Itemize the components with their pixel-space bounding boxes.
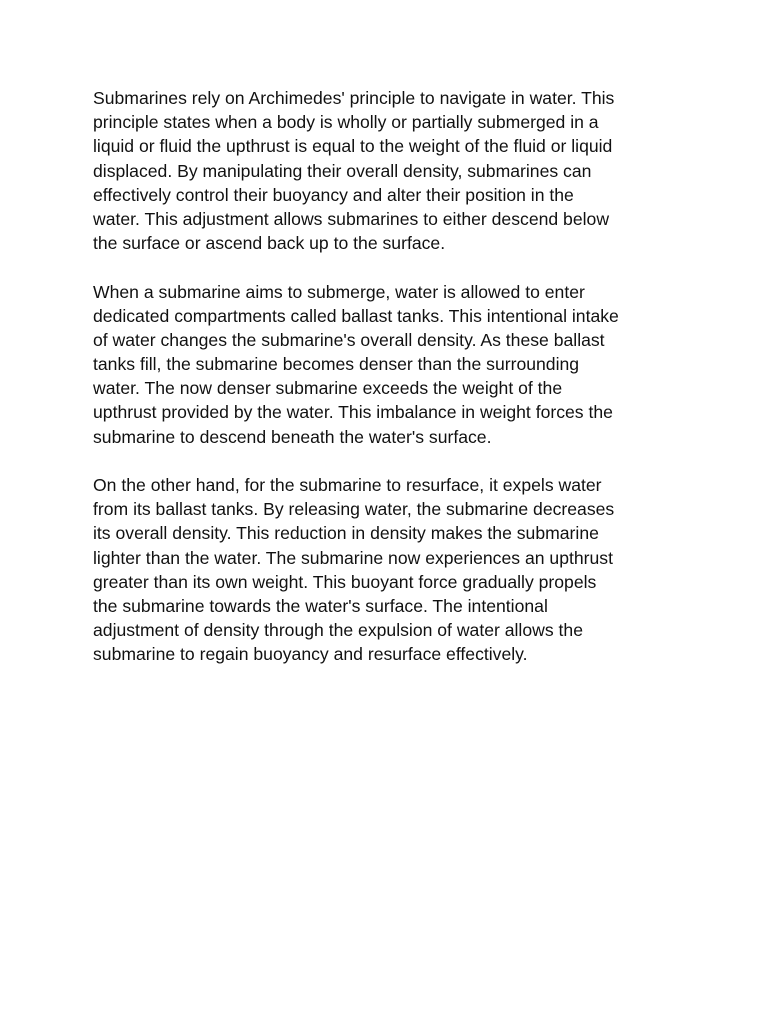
text-line: water. This adjustment allows submarines to either descend below — [93, 208, 610, 229]
text-line: Submarines rely on Archimedes' principle to navigate in water. This — [93, 88, 615, 108]
text-line: the surface or ascend back up to the surface. — [93, 233, 446, 254]
text-line: displaced. By manipulating their overall density, submarines can — [93, 160, 592, 181]
text-line: effectively control their buoyancy and alter their position in the — [93, 184, 574, 205]
text-line: of water changes the submarine's overall density. As these ballast — [93, 329, 605, 350]
text-line: greater than its own weight. This buoyant force gradually propels — [93, 571, 597, 592]
text-line: submarine to regain buoyancy and resurface effectively. — [93, 644, 528, 665]
text-line: tanks fill, the submarine becomes denser than the surrounding — [93, 354, 580, 375]
text-line: its overall density. This reduction in density makes the submarine — [93, 523, 599, 544]
paragraph-spacer — [93, 255, 693, 279]
text-line: lighter than the water. The submarine now experiences an upthrust — [93, 547, 613, 568]
text-line: adjustment of density through the expulsion of water allows the — [93, 620, 583, 641]
text-line: water. The now denser submarine exceeds the weight of the — [93, 378, 563, 399]
text-line: the submarine towards the water's surface. The intentional — [93, 595, 548, 616]
paragraph-3 — [93, 473, 693, 667]
text-line: submarine to descend beneath the water's surface. — [93, 426, 492, 447]
paragraph-1 — [93, 86, 693, 255]
text-line: principle states when a body is wholly or partially submerged in a — [93, 112, 599, 133]
text-line: When a submarine aims to submerge, water is allowed to enter — [93, 281, 585, 302]
paragraph-2 — [93, 280, 693, 449]
text-line: On the other hand, for the submarine to resurface, it expels water — [93, 475, 602, 495]
text-line: upthrust provided by the water. This imbalance in weight forces the — [93, 402, 613, 423]
text-line: liquid or fluid the upthrust is equal to the weight of the fluid or liquid — [93, 136, 613, 157]
paragraph-spacer — [93, 449, 693, 473]
text-line: from its ballast tanks. By releasing water, the submarine decreases — [93, 499, 615, 520]
text-line: dedicated compartments called ballast tanks. This intentional intake — [93, 305, 619, 326]
document-body — [93, 86, 693, 667]
